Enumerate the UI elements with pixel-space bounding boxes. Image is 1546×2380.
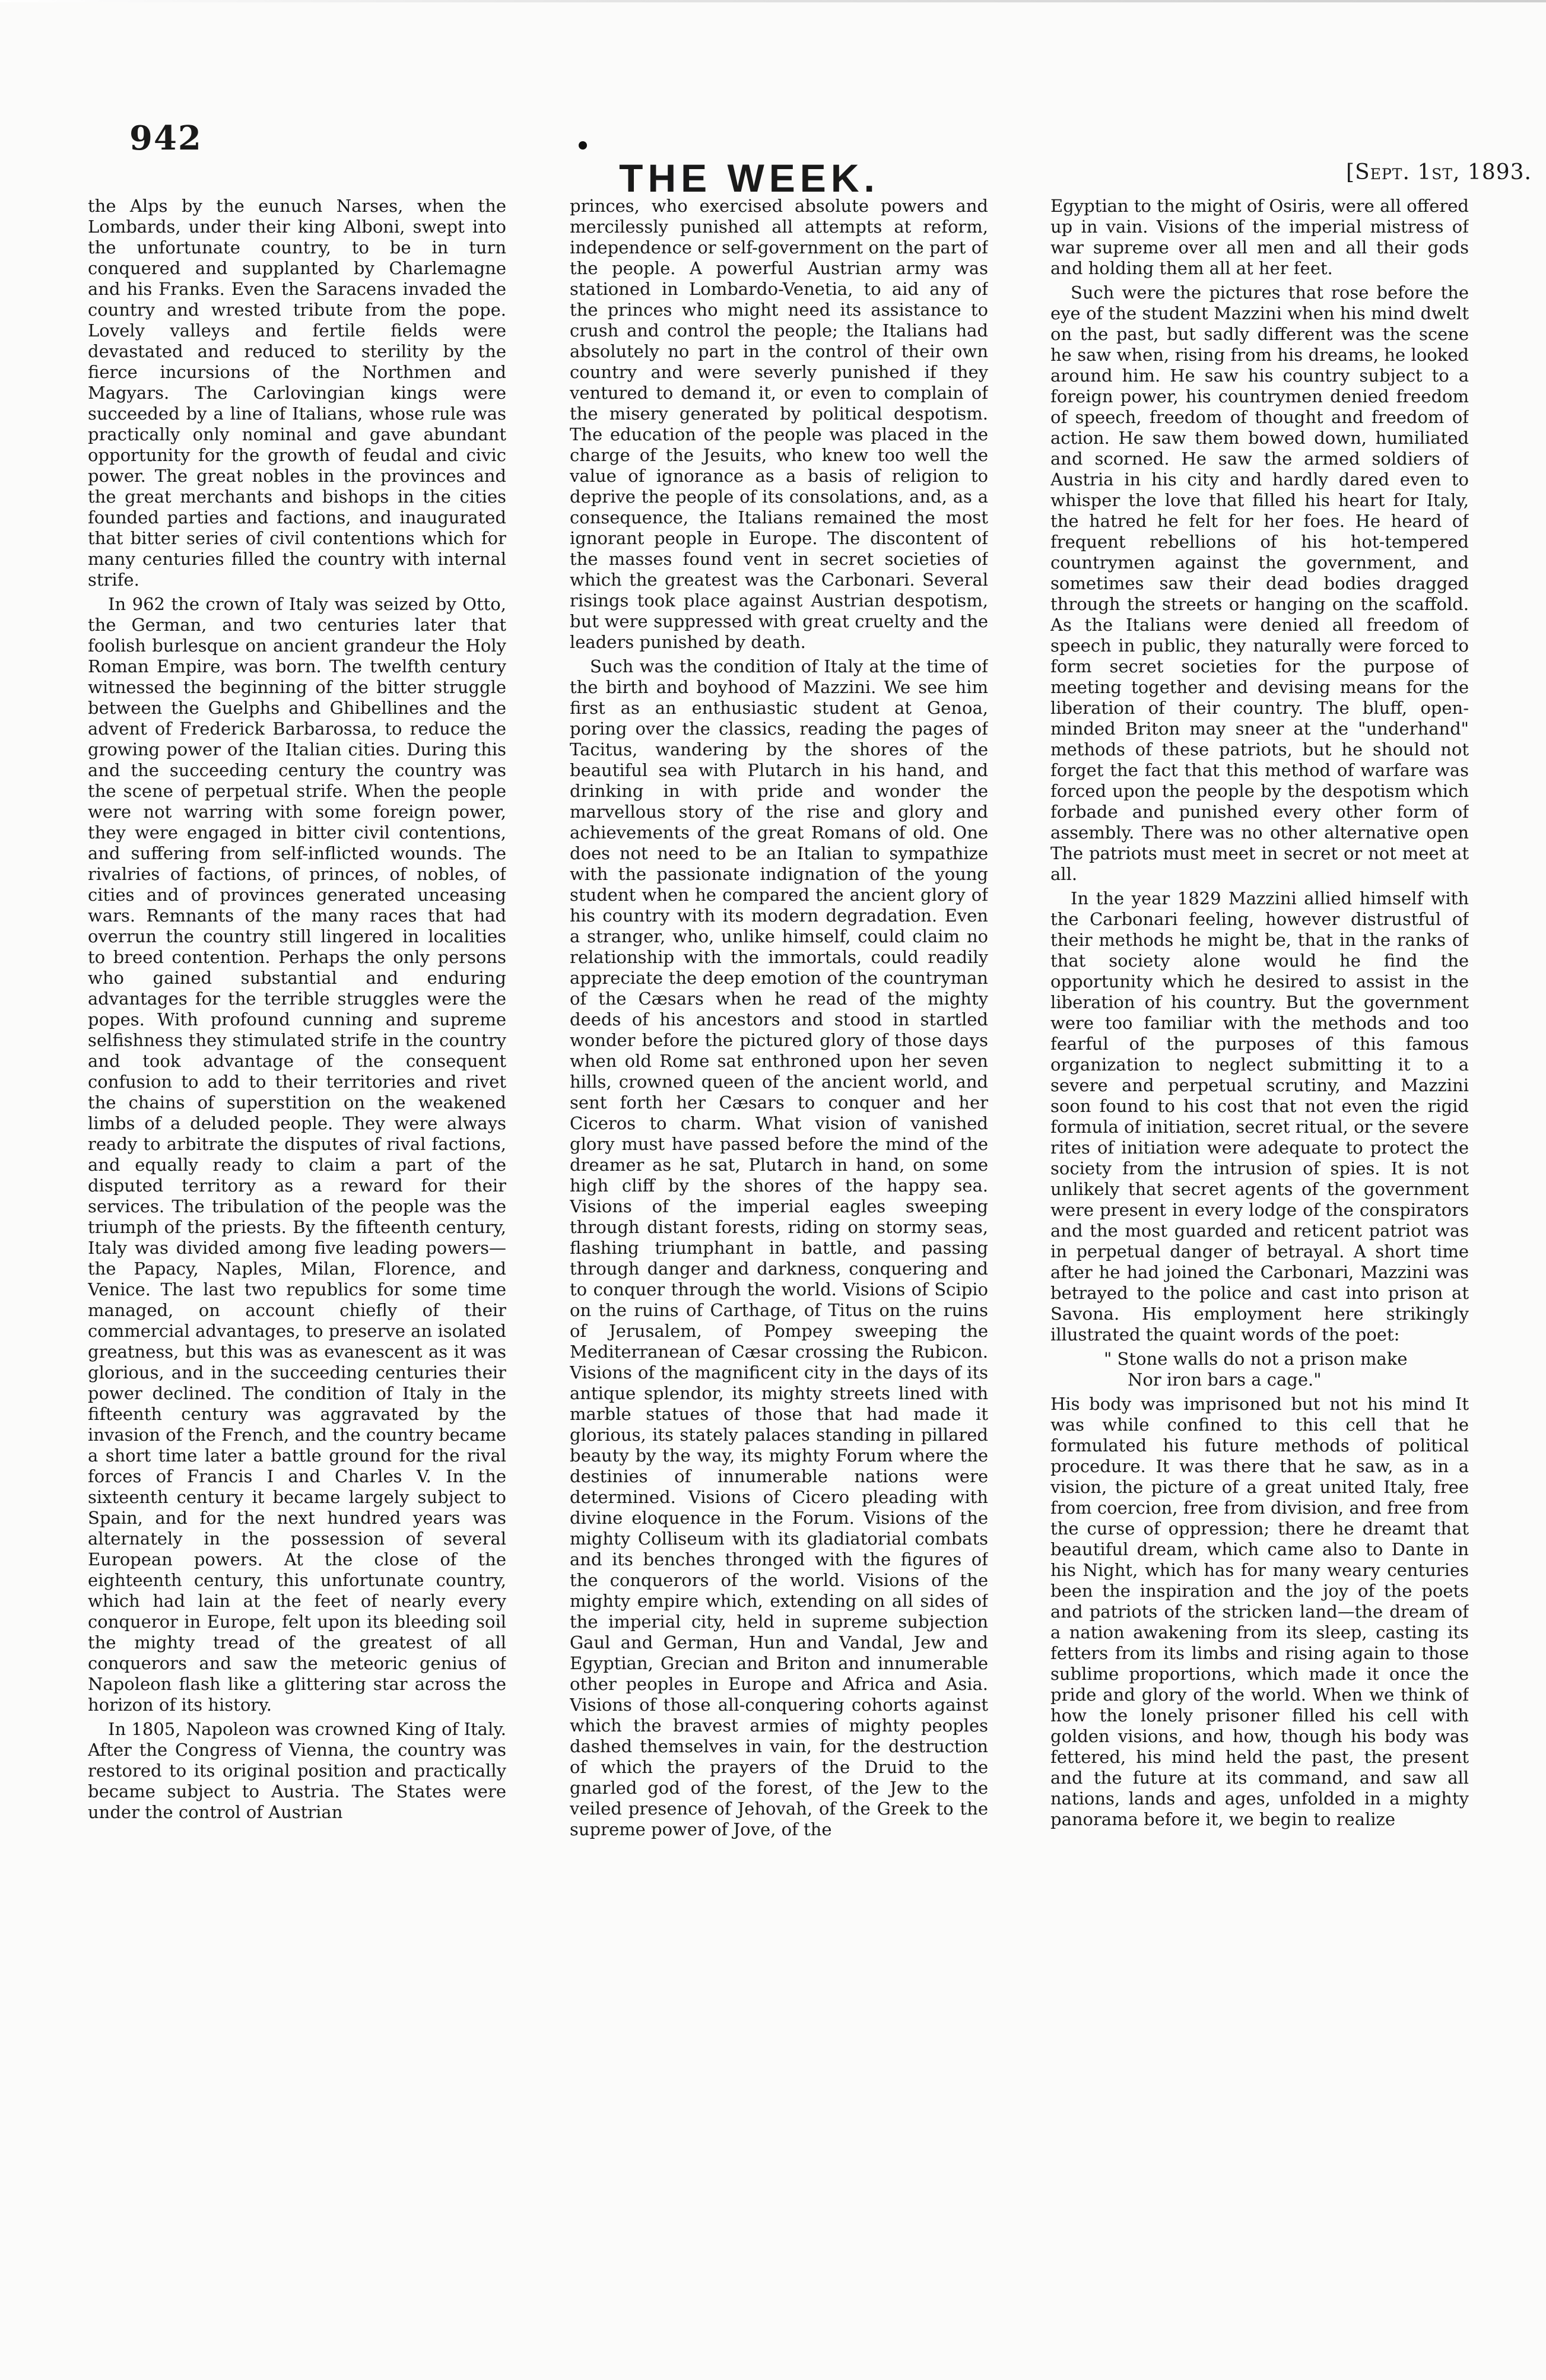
- paragraph: Such were the pictures that rose before the eye of the student Mazzini when his mind dwelt on the past, but sadly different was the scene he saw when, rising from his dreams, he looked around him. He saw his country subject to a foreign power, his countrymen denied freedom of speech, freedom of thought and freedom of action. He saw them bowed down, humiliated and scorned. He saw the armed soldiers of Austria in his city and hardly dared even to whisper the love that filled his heart for Italy, the hatred he felt for her foes. He heard of frequent rebellions of his hot-tempered countrymen against the government, and sometimes saw their dead bodies dragged through the streets or hanging on the scaffold. As the Italians were denied all freedom of speech in public, they naturally were forced to form secret societies for the purpose of meeting together and devising means for the liberation of their country. The bluff, open-minded Briton may sneer at the "underhand" methods of these patriots, but he should not forget the fact that this method of warfare was forced upon the people by the despotism which forbade and punished every other form of assembly. There was no other alternative open The patriots must meet in secret or not meet at all.: [1050, 282, 1469, 884]
- running-title: THE WEEK.: [619, 156, 880, 200]
- paragraph: the Alps by the eunuch Narses, when the Lombards, under their king Alboni, swept into the unfortunate country, to be in turn conquered and supplanted by Charlemagne and his Franks. Even the Saracens invaded the country and wrested tribute from the pope. Lovely valleys and fertile fields were devastated and reduced to sterility by the fierce incursions of the Northmen and Magyars. The Carlovingian kings were succeeded by a line of Italians, whose rule was practically only nominal and gave abundant opportunity for the growth of feudal and civic power. The great nobles in the provinces and the great merchants and bishops in the cities founded parties and factions, and inaugurated that bitter series of civil contentions which for many centuries filled the country with internal strife.: [88, 196, 506, 590]
- paragraph: In the year 1829 Mazzini allied himself with the Carbonari feeling, however distrustful of their methods he might be, that in the ranks of that society alone would he find the opportunity which he desired to assist in the liberation of his country. But the government were too familiar with the methods and too fearful of the purposes of this famous organization to neglect submitting it to a severe and perpetual scrutiny, and Mazzini soon found to his cost that not even the rigid formula of initiation, secret ritual, or the severe rites of initiation were adequate to protect the society from the intrusion of spies. It is not unlikely that secret agents of the government were present in every lodge of the conspirators and the most guarded and reticent patriot was in perpetual danger of betrayal. A short time after he had joined the Carbonari, Mazzini was betrayed to the police and cast into prison at Savona. His employment here strikingly illustrated the quaint words of the poet:: [1050, 888, 1469, 1345]
- paragraph: Such was the condition of Italy at the time of the birth and boyhood of Mazzini. We see him first as an enthusiastic student at Genoa, poring over the classics, reading the pages of Tacitus, wandering by the shores of the beautiful sea with Plutarch in his hand, and drinking in with pride and wonder the marvellous story of the rise and glory and achievements of the great Romans of old. One does not need to be an Italian to sympathize with the passionate indignation of the young student when he compared the ancient glory of his country with its modern degradation. Even a stranger, who, unlike himself, could claim no relationship with the immortals, could readily appreciate the deep emotion of the countryman of the Cæsars when he read of the mighty deeds of his ancestors and stood in startled wonder before the pictured glory of those days when old Rome sat enthroned upon her seven hills, crowned queen of the ancient world, and sent forth her Cæsars to conquer and her Ciceros to charm. What vision of vanished glory must have passed before the mind of the dreamer as he sat, Plutarch in hand, on some high cliff by the shores of the happy sea. Visions of the imperial eagles sweeping through distant forests, riding on stormy seas, flashing triumphant in battle, and passing through danger and darkness, conquering and to conquer through the world. Visions of Scipio on the ruins of Carthage, of Titus on the ruins of Jerusalem, of Pompey sweeping the Mediterranean of Cæsar crossing the Rubicon. Visions of the magnificent city in the days of its antique splendor, its mighty streets lined with marble statues of those that had made it glorious, its stately palaces standing in pillared beauty by the way, its mighty Forum where the destinies of innumerable nations were determined. Visions of Cicero pleading with divine eloquence in the Forum. Visions of the mighty Colliseum with its gladiatorial combats and its benches thronged with the figures of the conquerors of the world. Visions of the mighty empire which, extending on all sides of the imperial city, held in supreme subjection Gaul and German, Hun and Vandal, Jew and Egyptian, Grecian and Briton and innumerable other peoples in Europe and Africa and Asia. Visions of those all-conquering cohorts against which the bravest armies of mighty peoples dashed themselves in vain, for the destruction of which the prayers of the Druid to the gnarled god of the forest, of the Jew to the veiled presence of Jehovah, of the Greek to the supreme power of Jove, of the: [570, 656, 988, 1839]
- text-column-3: [1050, 196, 1469, 2368]
- header-bullet-mark: [579, 141, 587, 150]
- top-edge-rule: [0, 0, 1546, 2]
- verse-line: Nor iron bars a cage.": [1128, 1369, 1322, 1390]
- text-column-2: [570, 196, 988, 2368]
- paragraph: Egyptian to the might of Osiris, were all offered up in vain. Visions of the imperial mistress of war supreme over all men and all their gods and holding them all at her feet.: [1050, 196, 1469, 278]
- text-column-1: [88, 196, 506, 2368]
- verse-line: " Stone walls do not a prison make: [1104, 1349, 1408, 1369]
- paragraph: In 962 the crown of Italy was seized by Otto, the German, and two centuries later that foolish burlesque on ancient grandeur the Holy Roman Empire, was born. The twelfth century witnessed the beginning of the bitter struggle between the Guelphs and Ghibellines and the advent of Frederick Barbarossa, to reduce the growing power of the Italian cities. During this and the succeeding century the country was the scene of perpetual strife. When the people were not warring with some foreign power, they were engaged in bitter civil contentions, and suffering from self-inflicted wounds. The rivalries of factions, of princes, of nobles, of cities and of provinces generated unceasing wars. Remnants of the many races that had overrun the country still lingered in localities to breed contention. Perhaps the only persons who gained substantial and enduring advantages for the terrible struggles were the popes. With profound cunning and supreme selfishness they stimulated strife in the country and took advantage of the consequent confusion to add to their territories and rivet the chains of superstition on the weakened limbs of a deluded people. They were always ready to arbitrate the disputes of rival factions, and equally ready to claim a part of the disputed territory as a reward for their services. The tribulation of the people was the triumph of the priests. By the fifteenth century, Italy was divided among five leading powers—the Papacy, Naples, Milan, Florence, and Venice. The last two republics for some time managed, on account chiefly of their commercial advantages, to preserve an isolated greatness, but this was as evanescent as it was glorious, and in the succeeding centuries their power declined. The condition of Italy in the fifteenth century was aggravated by the invasion of the French, and the country became a short time later a battle ground for the rival forces of Francis I and Charles V. In the sixteenth century it became largely subject to Spain, and for the next hundred years was alternately in the possession of several European powers. At the close of the eighteenth century, this unfortunate country, which had lain at the feet of nearly every conqueror in Europe, felt upon its bleeding soil the mighty tread of the greatest of all conquerors and saw the meteoric genius of Napoleon flash like a glittering star across the horizon of its history.: [88, 594, 506, 1715]
- page-number: 942: [129, 119, 202, 158]
- paragraph: In 1805, Napoleon was crowned King of Italy. After the Congress of Vienna, the country was restored to its original position and practically became subject to Austria. The States were under the control of Austrian: [88, 1719, 506, 1822]
- paragraph: His body was imprisoned but not his mind It was while confined to this cell that he formulated his future methods of political procedure. It was there that he saw, as in a vision, the picture of a great united Italy, free from coercion, free from division, and free from the curse of oppression; there he dreamt that beautiful dream, which came also to Dante in his Night, which has for many weary centuries been the inspiration and the joy of the poets and patriots of the stricken land—the dream of a nation awakening from its sleep, casting its fetters from its limbs and rising again to those sublime proportions, which made it once the pride and glory of the world. When we think of how the lonely prisoner filled his cell with golden visions, and how, though his body was fettered, his mind held the past, the present and the future at its command, and saw all nations, lands and ages, unfolded in a mighty panorama before it, we begin to realize: [1050, 1394, 1469, 1829]
- issue-date: [Sept. 1st, 1893.: [1346, 160, 1532, 185]
- paragraph: princes, who exercised absolute powers and mercilessly punished all attempts at reform, independence or self-government on the part of the people. A powerful Austrian army was stationed in Lombardo-Venetia, to aid any of the princes who might need its assistance to crush and control the people; the Italians had absolutely no part in the control of their own country and were severly punished if they ventured to demand it, or even to complain of the misery generated by political despotism. The education of the people was placed in the charge of the Jesuits, who knew too well the value of ignorance as a basis of religion to deprive the people of its consolations, and, as a consequence, the Italians remained the most ignorant people in Europe. The discontent of the masses found vent in secret societies of which the greatest was the Carbonari. Several risings took place against Austrian despotism, but were suppressed with great cruelty and the leaders punished by death.: [570, 196, 988, 652]
